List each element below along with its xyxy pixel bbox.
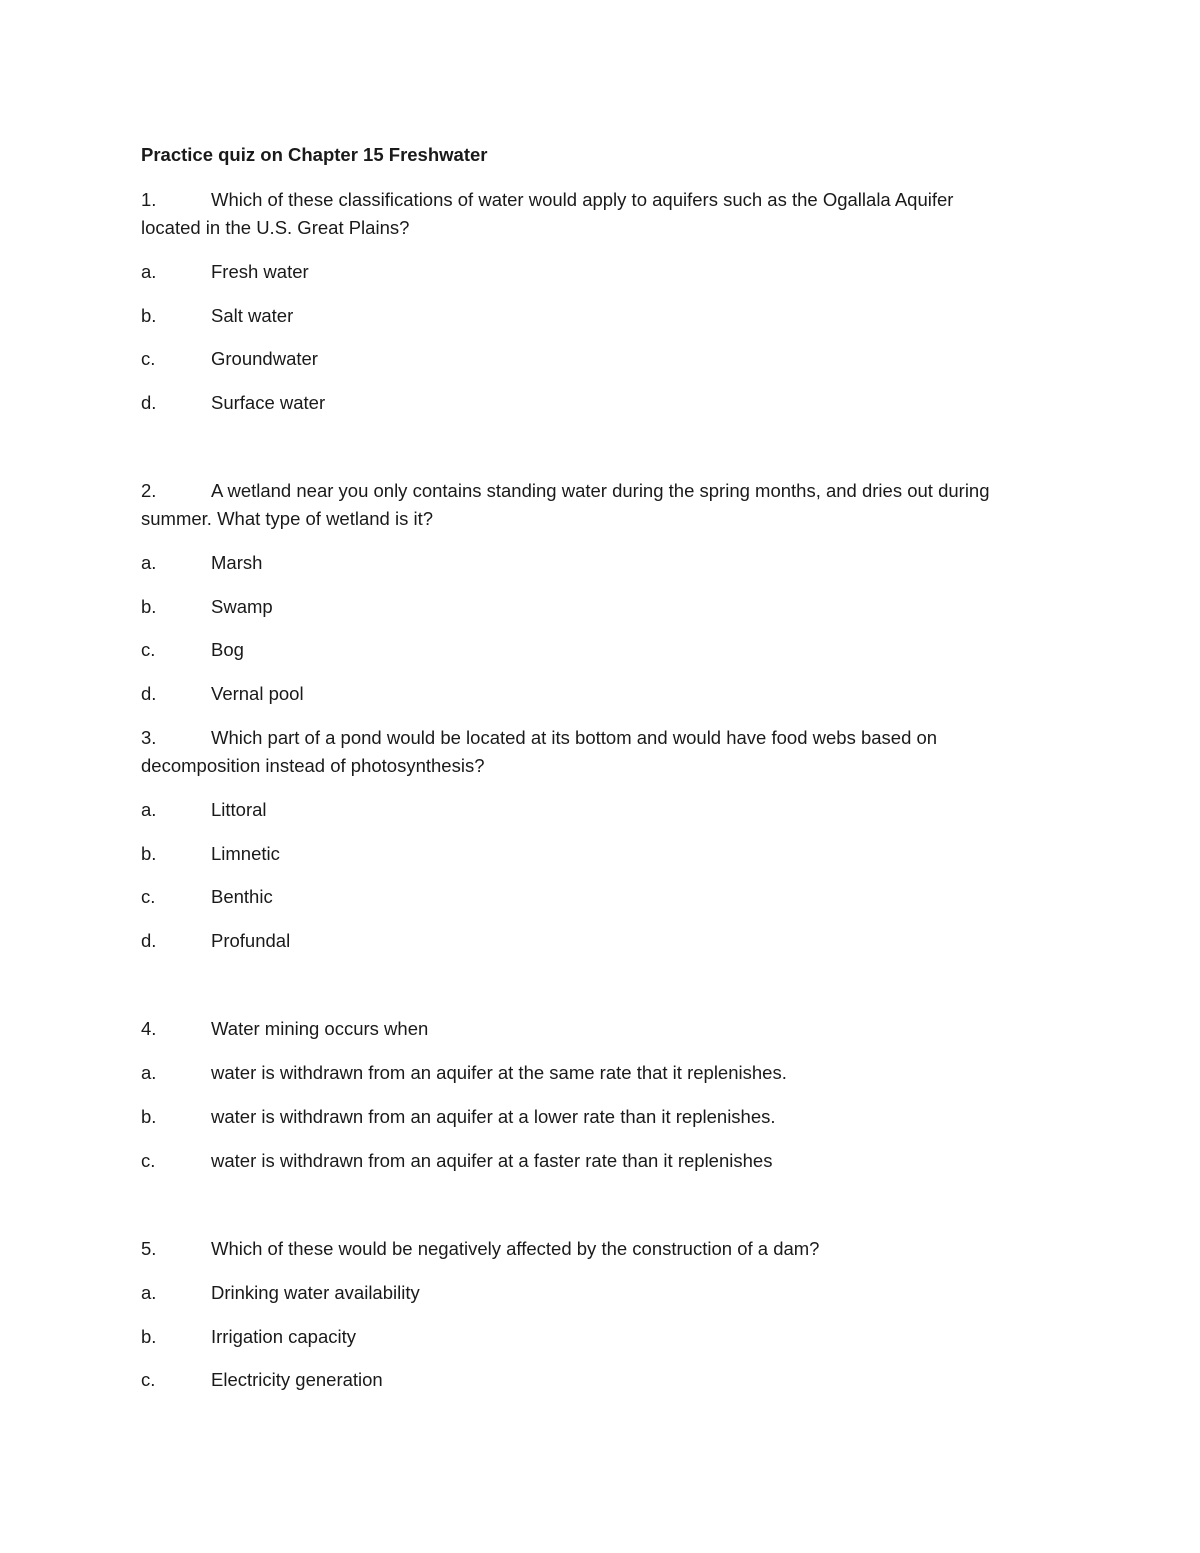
option-text: Vernal pool — [211, 683, 304, 704]
option-text: Bog — [211, 639, 244, 660]
option-letter: a. — [141, 1282, 157, 1303]
option-text: Electricity generation — [211, 1369, 383, 1390]
question-1 — [141, 186, 953, 214]
option-text: Salt water — [211, 305, 294, 326]
option-letter: c. — [141, 1369, 156, 1390]
option-item — [141, 796, 267, 824]
option-item — [141, 1103, 776, 1131]
page-title: Practice quiz on Chapter 15 Freshwater — [141, 144, 488, 165]
option-text: Limnetic — [211, 843, 280, 864]
option-item — [141, 883, 273, 911]
question-text-continued: decomposition instead of photosynthesis? — [141, 755, 485, 776]
question-text: Which part of a pond would be located at its bottom and would have food webs based on — [211, 727, 938, 748]
option-item — [141, 1323, 356, 1351]
question-3 — [141, 724, 937, 752]
option-text: Littoral — [211, 799, 267, 820]
option-item — [141, 840, 280, 868]
option-text: Fresh water — [211, 261, 309, 282]
option-text: Surface water — [211, 392, 326, 413]
option-letter: c. — [141, 1150, 156, 1171]
question-number: 1. — [141, 189, 157, 210]
question-text: Water mining occurs when — [211, 1018, 429, 1039]
option-text: Marsh — [211, 552, 263, 573]
option-text: water is withdrawn from an aquifer at a lower rate than it replenishes. — [211, 1106, 776, 1127]
option-text: water is withdrawn from an aquifer at the same rate that it replenishes. — [211, 1062, 787, 1083]
option-item — [141, 389, 325, 417]
option-letter: c. — [141, 886, 156, 907]
option-item — [141, 345, 318, 373]
option-text: Profundal — [211, 930, 291, 951]
option-text: Swamp — [211, 596, 273, 617]
option-letter: b. — [141, 843, 157, 864]
option-item — [141, 680, 304, 708]
option-item — [141, 1366, 383, 1394]
option-letter: b. — [141, 596, 157, 617]
question-number: 4. — [141, 1018, 157, 1039]
option-text: water is withdrawn from an aquifer at a faster rate than it replenishes — [211, 1150, 773, 1171]
option-letter: b. — [141, 1326, 157, 1347]
option-item — [141, 636, 244, 664]
option-item — [141, 258, 309, 286]
question-text-continued: located in the U.S. Great Plains? — [141, 217, 410, 238]
option-letter: c. — [141, 348, 156, 369]
option-letter: d. — [141, 392, 157, 413]
question-number: 3. — [141, 727, 157, 748]
option-item — [141, 1279, 420, 1307]
question-text: A wetland near you only contains standing water during the spring months, and dries out during — [211, 480, 990, 501]
option-letter: b. — [141, 1106, 157, 1127]
option-text: Groundwater — [211, 348, 318, 369]
option-letter: d. — [141, 683, 157, 704]
option-item — [141, 927, 290, 955]
option-letter: a. — [141, 799, 157, 820]
option-item — [141, 302, 293, 330]
option-letter: b. — [141, 305, 157, 326]
question-2 — [141, 477, 990, 505]
question-number: 2. — [141, 480, 157, 501]
option-item — [141, 593, 273, 621]
option-letter: a. — [141, 1062, 157, 1083]
option-text: Drinking water availability — [211, 1282, 420, 1303]
question-4 — [141, 1015, 428, 1043]
option-letter: a. — [141, 552, 157, 573]
option-item — [141, 1147, 772, 1175]
question-number: 5. — [141, 1238, 157, 1259]
question-text: Which of these classifications of water would apply to aquifers such as the Ogallala Aquifer — [211, 189, 954, 210]
option-letter: c. — [141, 639, 156, 660]
question-text: Which of these would be negatively affected by the construction of a dam? — [211, 1238, 820, 1259]
option-item — [141, 549, 262, 577]
option-item — [141, 1059, 787, 1087]
option-letter: a. — [141, 261, 157, 282]
option-letter: d. — [141, 930, 157, 951]
option-text: Benthic — [211, 886, 273, 907]
question-5 — [141, 1235, 819, 1263]
option-text: Irrigation capacity — [211, 1326, 356, 1347]
question-text-continued: summer. What type of wetland is it? — [141, 508, 434, 529]
